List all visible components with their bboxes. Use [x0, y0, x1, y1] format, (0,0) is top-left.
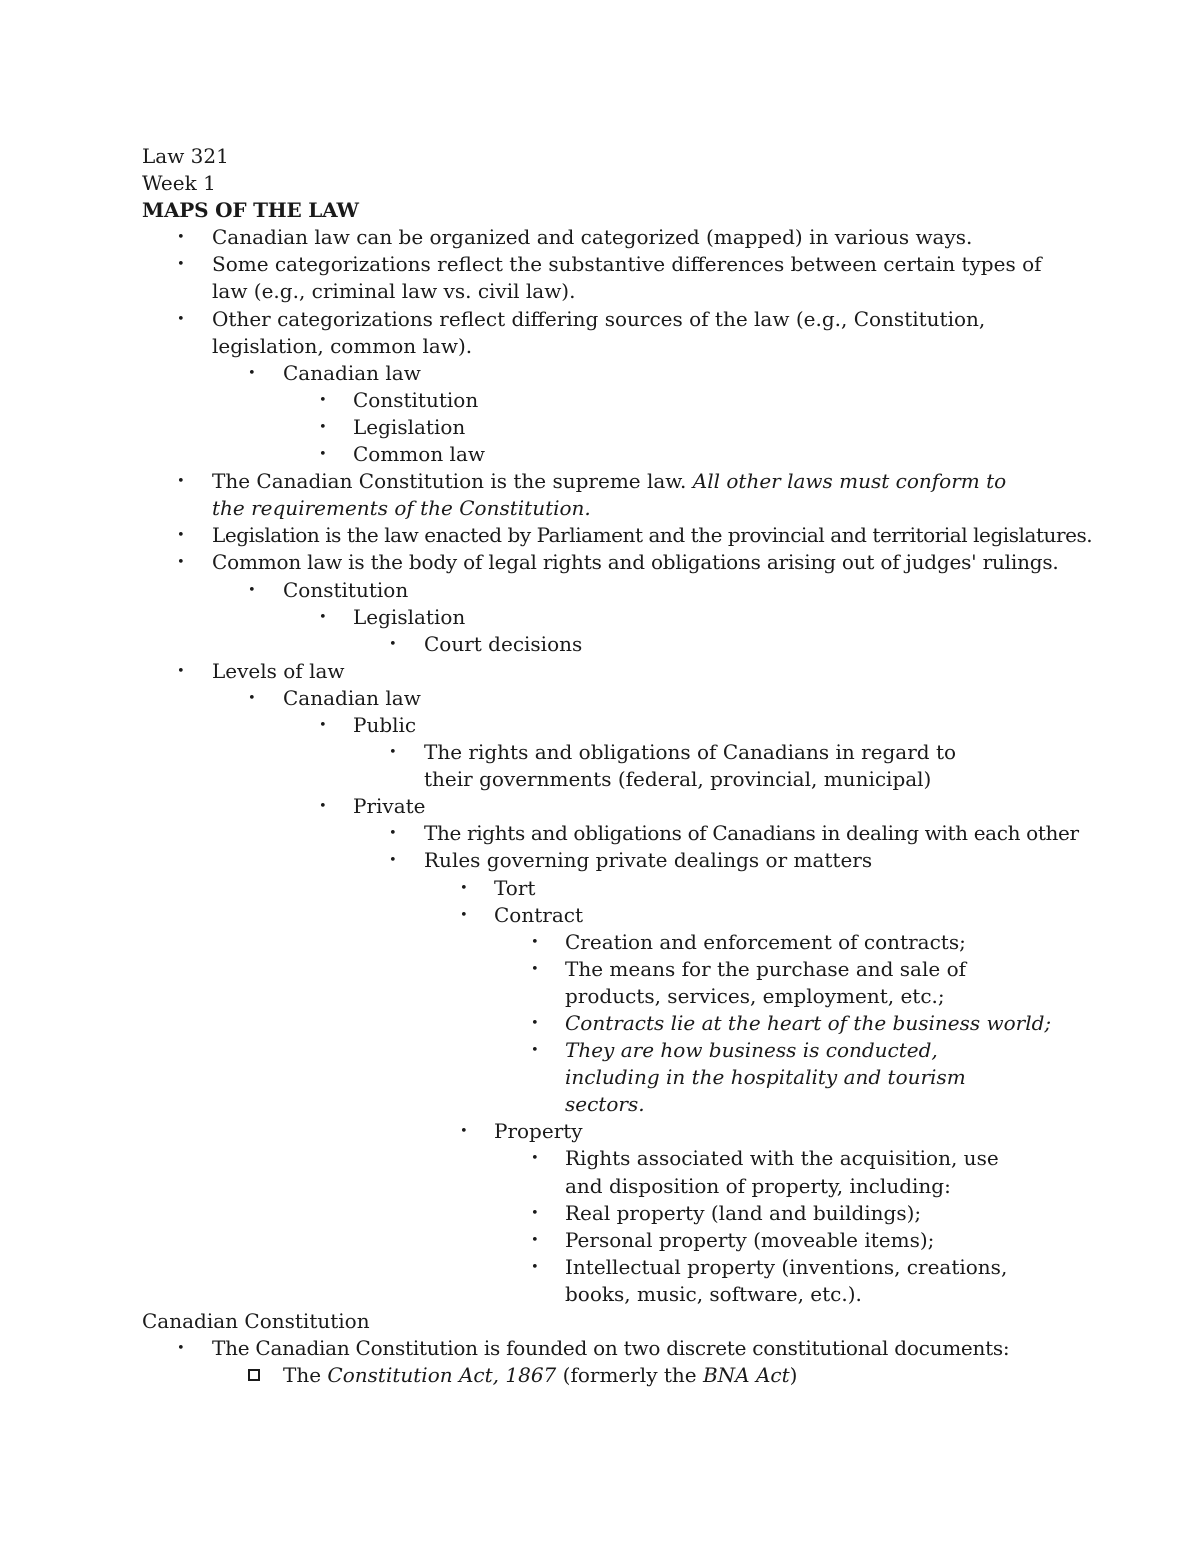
list-item-text: Legislation	[353, 604, 466, 629]
list-item	[142, 658, 1142, 685]
list-item	[142, 631, 1142, 658]
list-item	[142, 577, 1142, 604]
list-item	[142, 1037, 1037, 1118]
list-item-text: Some categorizations reflect the substantive differences between certain types of law (e.g., criminal law vs. civil law).	[212, 252, 1042, 304]
list-item-text: The Canadian Constitution is founded on two discrete constitutional documents:	[212, 1336, 1010, 1361]
list-item	[142, 441, 1142, 468]
bullet-icon: •	[319, 609, 327, 625]
list-item-text: Private	[353, 794, 426, 819]
list-item	[142, 1118, 1142, 1145]
week-label: Week 1	[142, 171, 216, 196]
supreme-law-text: The Canadian Constitution is the supreme law.	[212, 469, 687, 494]
bullet-icon: •	[389, 853, 397, 869]
bullet-icon: •	[177, 230, 185, 246]
list-item-text: Legislation	[353, 414, 466, 439]
bullet-icon: •	[177, 555, 185, 571]
bullet-icon: •	[177, 474, 185, 490]
list-item-text: The means for the purchase and sale of products, services, employment, etc.;	[565, 956, 967, 1008]
list-item-text: Tort	[494, 875, 536, 900]
list-item-text: Rights associated with the acquisition, use and disposition of property, including:	[565, 1146, 999, 1198]
list-item-text: Canadian law can be organized and categorized (mapped) in various ways.	[212, 225, 973, 250]
list-item	[142, 875, 1142, 902]
bullet-icon: •	[248, 582, 256, 598]
list-item	[142, 685, 1142, 712]
bullet-icon: •	[319, 717, 327, 733]
section-heading-maps: MAPS OF THE LAW	[142, 198, 359, 223]
list-item-text: Personal property (moveable items);	[565, 1227, 935, 1252]
list-item-text: The rights and obligations of Canadians in dealing with each other	[424, 821, 1079, 846]
list-item	[142, 739, 972, 793]
list-item-text: Constitution	[353, 387, 479, 412]
list-item	[142, 1335, 1142, 1362]
list-item-text: Property	[494, 1119, 583, 1144]
bullet-icon: •	[177, 528, 185, 544]
list-item	[142, 902, 1142, 929]
list-item	[142, 360, 1142, 387]
list-item-text: Court decisions	[424, 631, 583, 656]
list-item	[142, 549, 1142, 576]
list-item-text: Canadian law	[283, 360, 421, 385]
list-item	[142, 1200, 1142, 1227]
course-title: Law 321	[142, 144, 229, 168]
list-item	[142, 1145, 1037, 1199]
list-item	[142, 929, 1142, 956]
list-item-text: The rights and obligations of Canadians in regard to their governments (federal, provincial, municipal)	[424, 740, 957, 792]
list-item-text: Other categorizations reflect differing sources of the law (e.g., Constitution, legislation, common law).	[212, 306, 986, 358]
bullet-icon: •	[531, 934, 539, 950]
list-item-text: Legislation is the law enacted by Parliament and the provincial and territorial legislatures.	[212, 523, 1093, 548]
list-item-text: Common law	[353, 442, 485, 467]
bullet-icon: •	[531, 1232, 539, 1248]
list-item	[142, 224, 1142, 251]
list-item-text: Contracts lie at the heart of the business world;	[565, 1011, 1052, 1035]
section-heading-constitution: Canadian Constitution	[142, 1309, 370, 1334]
bullet-icon: •	[460, 1124, 468, 1140]
bullet-icon: •	[319, 447, 327, 463]
list-item-text: Real property (land and buildings);	[565, 1200, 922, 1225]
list-item	[142, 1362, 1142, 1389]
conform-note: All other laws must conform to the requirements of the Constitution.	[212, 469, 1007, 521]
list-item	[142, 522, 1142, 549]
list-item	[142, 956, 1037, 1010]
list-item	[142, 306, 1077, 360]
bullet-icon: •	[531, 1043, 539, 1059]
item-the: The	[283, 1363, 322, 1388]
bullet-icon: •	[460, 880, 468, 896]
act-title: Constitution Act, 1867	[327, 1363, 557, 1388]
bullet-icon: •	[531, 961, 539, 977]
formerly-text: (formerly the	[562, 1363, 697, 1388]
bullet-icon: •	[248, 365, 256, 381]
list-item-text: Common law is the body of legal rights and obligations arising out of judges' rulings.	[212, 550, 1059, 575]
bullet-icon: •	[177, 257, 185, 273]
bullet-icon: •	[248, 690, 256, 706]
bullet-icon: •	[531, 1016, 539, 1031]
list-item	[142, 820, 1142, 847]
bullet-icon: •	[389, 636, 397, 652]
list-item-text	[212, 468, 1042, 522]
list-item-text: Constitution	[283, 577, 409, 602]
bullet-icon: •	[389, 745, 397, 761]
list-item	[142, 468, 1042, 522]
list-item-text: Public	[353, 712, 417, 737]
bullet-icon: •	[319, 799, 327, 815]
checkbox-icon	[248, 1369, 260, 1381]
list-item-text: Contract	[494, 902, 583, 927]
bullet-icon: •	[319, 392, 327, 408]
list-item-text: Canadian law	[283, 685, 421, 710]
bna-act-title: BNA Act	[702, 1363, 790, 1388]
document-body	[142, 143, 1142, 1389]
list-item-text: Intellectual property (inventions, creations, books, music, software, etc.).	[565, 1254, 1008, 1306]
bullet-icon: •	[531, 1259, 539, 1275]
list-item	[142, 1227, 1142, 1254]
list-item	[142, 712, 1142, 739]
bullet-icon: •	[460, 907, 468, 923]
list-item-text: Rules governing private dealings or matters	[424, 848, 873, 873]
bullet-icon: •	[177, 1341, 185, 1357]
bullet-icon: •	[177, 311, 185, 327]
list-item-text: Creation and enforcement of contracts;	[565, 929, 966, 954]
list-item	[142, 793, 1142, 820]
list-item	[142, 251, 1072, 305]
bullet-icon: •	[531, 1205, 539, 1221]
bullet-icon: •	[319, 419, 327, 435]
list-item	[142, 604, 1142, 631]
list-item	[142, 1254, 1047, 1308]
bullet-icon: •	[389, 826, 397, 842]
list-item	[142, 1010, 1142, 1037]
list-item-text	[283, 1362, 1142, 1389]
close-paren: )	[789, 1363, 798, 1388]
bullet-icon: •	[531, 1151, 539, 1167]
list-item-text: Levels of law	[212, 658, 345, 683]
list-item	[142, 414, 1142, 441]
list-item	[142, 847, 1142, 874]
list-item-text: They are how business is conducted, including in the hospitality and tourism sectors.	[565, 1038, 966, 1117]
bullet-icon: •	[177, 663, 185, 679]
list-item	[142, 387, 1142, 414]
